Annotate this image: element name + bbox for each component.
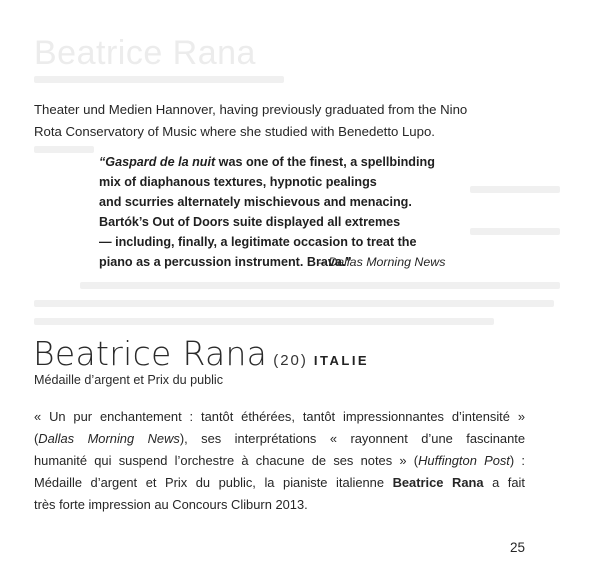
bleed-through-line xyxy=(470,228,560,235)
bleed-through-line xyxy=(34,146,94,153)
quote-work-title: “Gaspard de la nuit xyxy=(99,155,216,169)
source-name: Huffington Post xyxy=(418,453,510,468)
page-number: 25 xyxy=(510,540,526,555)
bleed-through-line xyxy=(34,76,284,83)
source-name: Dallas Morning News xyxy=(38,431,180,446)
quote-line: piano as a percussion instrument. Brava.” xyxy=(99,255,352,269)
quote-line: mix of diaphanous textures, hypnotic pealings xyxy=(99,175,377,189)
quote-line xyxy=(99,152,469,172)
quote-text: was one of the finest, a spellbinding xyxy=(215,155,435,169)
biography-paragraph xyxy=(34,406,525,516)
press-quote xyxy=(99,152,469,272)
quote-line: — including, finally, a legitimate occasion to treat the xyxy=(99,235,417,249)
body-text: humanité qui suspend l’orchestre à chacune de ses notes » ( xyxy=(34,453,419,468)
body-text: a fait xyxy=(483,475,525,490)
quote-line: and scurries alternately mischievous and menacing. xyxy=(99,195,412,209)
body-text: Médaille d’argent et Prix du public, la pianiste italienne xyxy=(34,475,393,490)
bleed-through-heading: Beatrice Rana xyxy=(34,34,256,72)
body-line xyxy=(34,450,525,472)
intro-line: Rota Conservatory of Music where she studied with Benedetto Lupo. xyxy=(34,124,435,139)
artist-heading xyxy=(33,334,369,373)
artist-name: Beatrice Rana xyxy=(33,334,268,373)
intro-line: Theater und Medien Hannover, having previously graduated from the Nino xyxy=(34,102,468,117)
intro-paragraph xyxy=(34,99,528,143)
body-text: ), ses interprétations « rayonnent d’une fascinante xyxy=(179,431,525,446)
body-line: « Un pur enchantement : tantôt éthérées, tantôt impressionnantes d’intensité » xyxy=(34,409,525,424)
body-line xyxy=(34,472,525,494)
bleed-through-line xyxy=(470,186,560,193)
bleed-through-line xyxy=(80,282,560,289)
body-text: ( xyxy=(34,431,39,446)
artist-country: ITALIE xyxy=(313,353,370,368)
artist-age: (20) xyxy=(273,352,308,369)
quote-line: Bartók’s Out of Doors suite displayed all extremes xyxy=(99,215,401,229)
quote-attribution: – Dallas Morning News xyxy=(318,255,446,269)
body-text: ) : xyxy=(509,453,525,468)
body-line xyxy=(34,428,525,450)
bleed-through-line xyxy=(34,300,554,307)
bleed-through-line xyxy=(34,318,494,325)
artist-name-inline: Beatrice Rana xyxy=(392,475,484,490)
body-line: très forte impression au Concours Cliburn 2013. xyxy=(34,497,308,512)
artist-award: Médaille d’argent et Prix du public xyxy=(34,373,224,387)
